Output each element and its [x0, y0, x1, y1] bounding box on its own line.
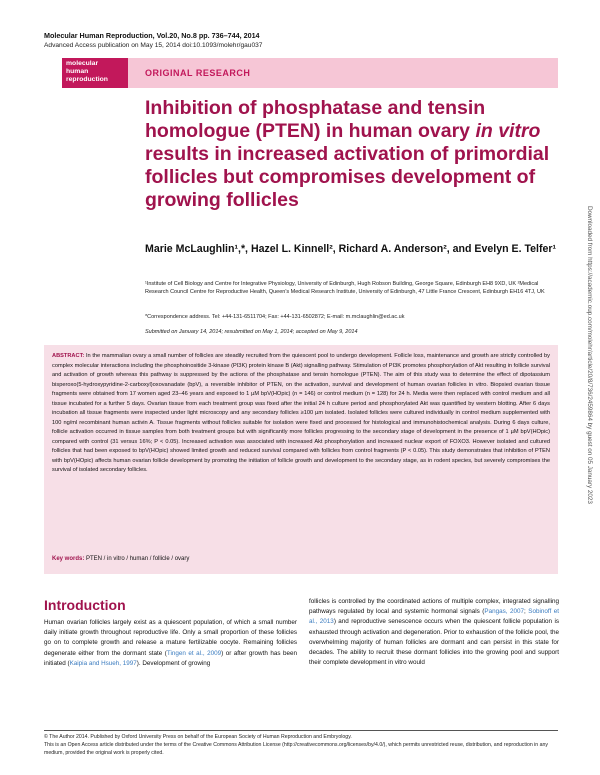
license-line: This is an Open Access article distributed under the terms of the Creative Commons Attribution License (http://creativecommons.org/licenses/by/4.0/), which permits unrestricted reuse, distribution, and reproduction in any medium, provided the original work is properly cited.: [44, 742, 548, 757]
citation-link[interactable]: Sobinoff et al., 2013: [309, 608, 560, 626]
keywords: [52, 556, 189, 562]
logo-line: molecular: [66, 60, 99, 67]
logo-line: human: [66, 68, 89, 75]
title-part: Inhibition of phosphatase and tensin homologue (PTEN) in human ovary: [145, 97, 486, 142]
intro-right-column: [309, 597, 559, 668]
abstract-label: ABSTRACT:: [52, 353, 85, 359]
title-italic: in vitro: [475, 120, 541, 142]
footer: [44, 733, 558, 758]
article-title: [145, 97, 565, 212]
intro-left-column: [44, 618, 297, 669]
citation-link[interactable]: Tingen et al., 2009: [166, 649, 222, 657]
text-run: follicles is controlled by the coordinated actions of multiple complex, integrated signalling pathways regulated by local and systemic hormonal signals (: [309, 598, 559, 616]
author-list: Marie McLaughlin¹,*, Hazel L. Kinnell², Richard A. Anderson², and Evelyn E. Telfer¹: [145, 243, 557, 255]
citation-link[interactable]: Pangas, 2007: [484, 608, 525, 616]
doi-line: Advanced Access publication on May 15, 2014 doi:10.1093/molehr/gau037: [44, 42, 263, 49]
logo-line: reproduction: [66, 76, 108, 83]
keywords-text: PTEN / in vitro / human / follicle / ovary: [86, 556, 190, 562]
abstract-body: In the mammalian ovary a small number of follicles are steadily recruited from the quiescent pool to undergo development. Follicle loss, maintenance and growth are strictly controlled by complex molecular interactions including the phosphoinositide 3-kinase (PI3K) protein kinase B (Akt) signalling pathway. Stimulation of PI3K promotes phosphorylation of Akt resulting in follicle survival and activation of growth whereas this pathway is suppressed by the actions of the phosphatase and tensin homologue (PTEN). The aim of this study was to determine the effect of dipotassium bisperoxo(5-hydroxypyridine-2-carboxyl)oxovanadate (bpV), a reversible inhibitor of PTEN, on the activation, survival and development of human ovarian follicles in vitro. Biopsied ovarian tissue fragments were obtained from 17 women aged 23–46 years and exposed to 1 µM bpV(HOpic) (n = 146) or control medium (n = 128) for 24 h. Media were then replaced with control medium and all tissue incubated for a further 5 days. Ovarian tissue from each treatment group was fixed after the initial 24 h culture period and phosphorylated Akt was quantified by western blotting. After 6 days incubation all tissue fragments were inspected under light microscopy and any secondary follicles ≥100 µm isolated. Isolated follicles were cultured individually in control medium supplemented with 100 ng/ml recombinant human activin A. Tissue fragments without follicles suitable for isolation were fixed and processed for histological and immunohistochemical analysis. During 6 days culture, follicle activation occurred in tissue samples from both treatment groups but with significantly more follicles progressing to the secondary stage of development in the presence of 1 µM bpV(HOpic) compared with control (31 versus 16%; P < 0.05). Increased activation was associated with increased Akt phosphorylation and increased nuclear export of FOXO3. However isolated and cultured follicles that had been exposed to bpV(HOpic) showed limited growth and reduced survival compared with follicles from control fragments (P < 0.05). This study demonstrates that inhibition of PTEN with bpV(HOpic) affects human ovarian follicle development by promoting the initiation of follicle growth and development to the secondary stage, as in rodent species, but severely compromises the survival of isolated secondary follicles.: [52, 353, 550, 473]
keywords-label: Key words:: [52, 556, 85, 562]
submission-dates: Submitted on January 14, 2014; resubmitted on May 1, 2014; accepted on May 9, 2014: [145, 329, 358, 335]
download-watermark: [584, 206, 594, 576]
copyright-line: © The Author 2014. Published by Oxford University Press on behalf of the European Society of Human Reproduction and Embryology.: [44, 734, 352, 740]
correspondence: *Correspondence address. Tel: +44-131-6511704; Fax: +44-131-6502872; E-mail: m.mclaughlin@ed.ac.uk: [145, 314, 405, 320]
abstract-text: [52, 352, 550, 476]
journal-citation: Molecular Human Reproduction, Vol.20, No.8 pp. 736–744, 2014: [44, 31, 260, 40]
download-note: Downloaded from https://academic.oup.com/molehr/article/20/8/736/2459864 by guest on 05 January 2023: [586, 206, 593, 504]
text-run: ;: [524, 608, 529, 616]
section-heading: Introduction: [44, 597, 126, 613]
citation-link[interactable]: Kaipia and Hsueh, 1997: [69, 659, 137, 667]
footer-divider: [44, 730, 558, 731]
text-run: ) or after growth has been initiated (: [44, 649, 297, 667]
text-run: Human ovarian follicles largely exist as a quiescent population, of which a small number daily initiate growth throughout reproductive life. Only a small proportion of these follicles go on to complete growth and release a mature fertilizable oocyte. Remaining follicles degenerate either from the dormant state (: [44, 619, 297, 657]
affiliations: ¹Institute of Cell Biology and Centre for Integrative Physiology, University of Edinburgh, Hugh Robson Building, George Square, Edinburgh EH8 9XD, UK ²Medical Research Council Centre for Reproductive Health, Queen's Medical Research Institute, University of Edinburgh, 47 Little France Crescent, Edinburgh EH16 4TJ, UK: [145, 281, 545, 296]
journal-logo: [62, 58, 128, 88]
text-run: ). Development of growing: [136, 659, 211, 667]
text-run: ) and reproductive senescence occurs when the quiescent follicle population is exhausted through activation and degeneration. Prior to exhaustion of the follicle pool, the overwhelming majority of human follicles are dormant and can persist in this state for decades. The ability to recruit these dormant follicles into the growing pool and support their complete development in vitro would: [309, 618, 559, 667]
title-part: results in increased activation of primordial follicles but compromises development of growing follicles: [145, 143, 550, 211]
section-label: ORIGINAL RESEARCH: [145, 68, 251, 78]
abstract-box: [44, 345, 558, 574]
